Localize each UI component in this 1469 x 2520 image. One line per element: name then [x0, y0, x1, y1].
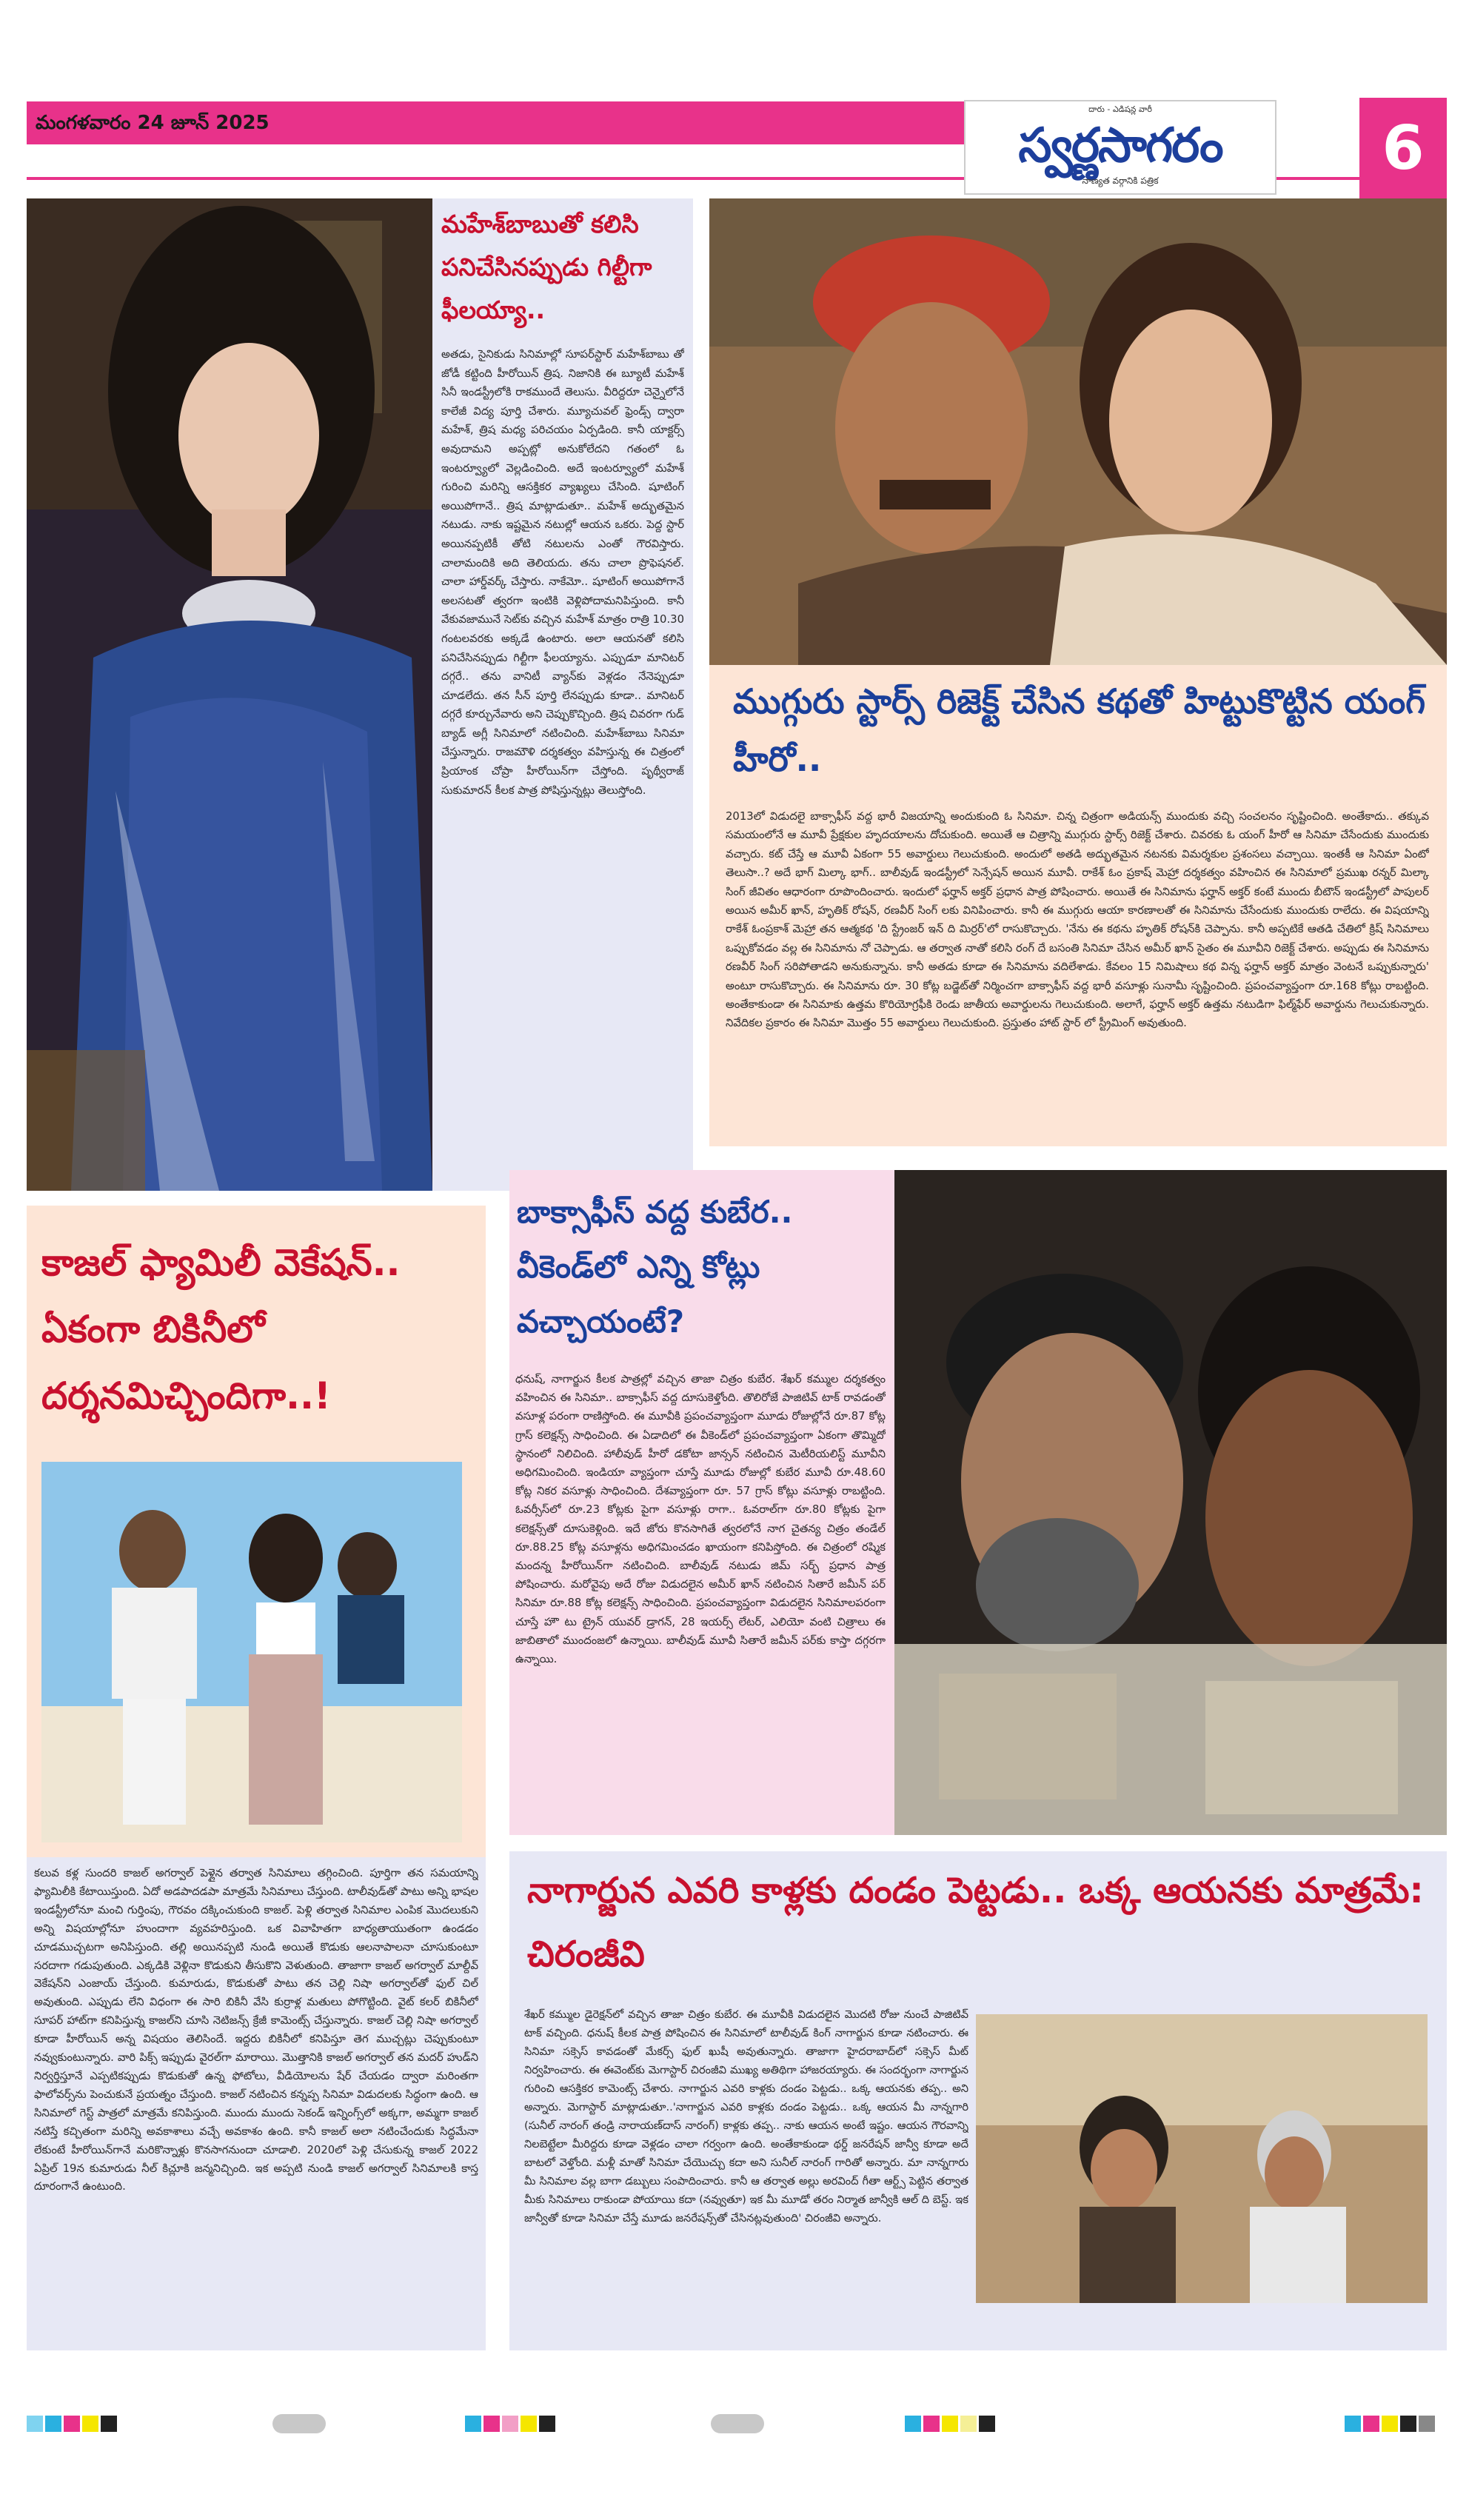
kubera-headline: బాక్సాఫీస్ వద్ద కుబేర.. వీకెండ్‌లో ఎన్ని కోట్లు వచ్చాయంటే? [517, 1194, 793, 1340]
trisha-headline: మహేశ్‌బాబుతో కలిసి పనిచేసినప్పుడు గిల్టీగా ఫీలయ్యా.. [441, 210, 652, 324]
date-banner-lower-strip [27, 144, 964, 180]
masthead-tagline: నాణ్యత వర్గానికి పత్రిక [1082, 176, 1159, 186]
chiranjeevi-photo [976, 2014, 1428, 2303]
masthead-title: స్వర్ణసాగరం [1018, 118, 1222, 173]
register-pill-center [711, 2414, 764, 2433]
chiranjeevi-body: శేఖర్ కమ్ముల డైరెక్షన్‌లో వచ్చిన తాజా చిత్రం కుబేర. ఈ మూవీకి విడుదలైన మొదటి రోజు నుంచే పాజిటివ్ టాక్ వచ్చింది. ధనుష్ కీలక పాత్ర పోషించిన ఈ సినిమాలో టాలీవుడ్ కింగ్ నాగార్జున కూడా నటించారు. ఈ సినిమా సక్సెస్ కావడంతో మేకర్స్ ఫుల్ ఖుషీ అవుతున్నారు. తాజాగా హైదరాబాద్‌లో సక్సెస్ మీట్ నిర్వహించారు. ఈ ఈవెంట్‌కు మెగాస్టార్ చిరంజీవి ముఖ్య అతిథిగా హాజరయ్యారు. ఈ సందర్భంగా నాగార్జున గురించి ఆసక్తికర కామెంట్స్ చేశారు. నాగార్జున ఎవరి కాళ్లకు దండం పెట్టడు.. ఒక్క ఆయనకు తప్ప.. అని అన్నారు. మెగాస్టార్ మాట్లాడుతూ..'నాగార్జున ఎవరి కాళ్లకు దండం పెట్టడు.. ఒక్క ఆయన మీ నాన్నగారి (సునీల్ నారంగ్ తండ్రి నారాయణ్‌దాస్ నారంగ్) కాళ్లకు తప్ప.. నాకు ఆయన అంటే ఇష్టం. ఆయన గౌరవాన్ని నిలబెట్టేలా మీరిద్దరు కూడా వెళ్లడం చాలా గర్వంగా ఉంది. అంతేకాకుండా థర్డ్ జనరేషన్ జాన్వీ కూడా అదే బాటలో వెళ్తోంది. మళ్లీ మాతో సినిమా చేయొచ్చు కదా అని సునీల్ నారంగ్ గారితో అన్నారు. మా నాన్నగారు మీ సినిమాల వల్ల బాగా డబ్బులు సంపాదించారు. కానీ ఆ తర్వాత అల్లు అరవింద్ గీతా ఆర్ట్స్ పెట్టిన తర్వాత మీకు సినిమాలు రాకుండా పోయాయి కదా (నవ్వుతూ) ఇక మీ మూడో తరం నిర్మాత జాన్వీకి ఆల్ ది బెస్ట్. ఇక జాన్వీతో కూడా సినిమా చేస్తే మూడు జనరేషన్స్‌తో చేసినట్లవుతుంది' చిరంజీవి అన్నారు. [524, 2008, 968, 2225]
young-hero-headline: ముగ్గురు స్టార్స్ రిజెక్ట్ చేసిన కథతో హిట్టుకొట్టిన యంగ్ హీరో.. [733, 681, 1426, 779]
trisha-body: అతడు, సైనికుడు సినిమాల్లో సూపర్‌స్టార్ మహేశ్‌బాబు తో జోడీ కట్టింది హీరోయిన్ త్రిష. నిజానికి ఈ బ్యూటీ మహేశ్ సినీ ఇండస్ట్రీలోకి రాకముందే తెలుసు. వీరిద్దరూ చెన్నైలోనే కాలేజీ విద్య పూర్తి చేశారు. మ్యూచువల్ ఫ్రెండ్స్ ద్వారా మహేశ్, త్రిష మధ్య పరిచయం ఏర్పడింది. కానీ యాక్టర్స్ అవుదామని అప్పట్లో అనుకోలేదని గతంలో ఓ ఇంటర్వ్యూలో వెల్లడించింది. అదే ఇంటర్వ్యూలో మహేశ్ గురించి మరిన్ని ఆసక్తికర వ్యాఖ్యలు చేసింది. షూటింగ్ అయిపోగానే.. త్రిష మాట్లాడుతూ.. మహేశ్ అద్భుతమైన నటుడు. నాకు ఇష్టమైన నటుల్లో ఆయన ఒకరు. పెద్ద స్టార్ అయినప్పటికీ తోటి నటులను ఎంతో గౌరవిస్తారు. చాలామందికి అది తెలియదు. తను చాలా ప్రొఫెషనల్. చాలా హార్డ్‌వర్క్ చేస్తారు. నాకేమో.. షూటింగ్ అయిపోగానే అలసటతో త్వరగా ఇంటికి వెళ్లిపోదామనిపిస్తుంది. కానీ వేకువజామునే సెట్‌కు వచ్చిన మహేశ్ మాత్రం రాత్రి 10.30 గంటలవరకు అక్కడే ఉంటారు. అలా ఆయనతో కలిసి పనిచేసినప్పుడు గిల్టీగా ఫీలయ్యాను. ఎప్పుడూ మానిటర్ దగ్గరే.. తను వానిటీ వ్యాన్‌కు వెళ్లడం నేనెప్పుడూ చూడలేదు. తన సీన్ పూర్తి లేనప్పుడు కూడా.. మానిటర్ దగ్గరే కూర్చునేవారు అని చెప్పుకొచ్చింది. త్రిష చివరగా గుడ్ బ్యాడ్ అగ్లీ సినిమాలో నటించింది. మహేశ్‌బాబు సినిమా చేస్తున్నారు. రాజమౌళి దర్శకత్వం వహిస్తున్న ఈ చిత్రంలో ప్రియాంక చోప్రా హీరోయిన్‌గా చేస్తోంది. పృథ్వీరాజ్ సుకుమారన్ కీలక పాత్ర పోషిస్తున్నట్లు తెలుస్తోంది. [441, 348, 684, 797]
color-registration-bar-left [27, 2416, 117, 2432]
chiranjeevi-headline: నాగార్జున ఎవరి కాళ్లకు దండం పెట్టడు.. ఒక్క ఆయనకు మాత్రమే: చిరంజీవి [527, 1870, 1424, 1975]
kubera-body: ధనుష్, నాగార్జున కీలక పాత్రల్లో వచ్చిన తాజా చిత్రం కుబేర. శేఖర్ కమ్ముల దర్శకత్వం వహించిన ఈ సినిమా.. బాక్సాఫీస్ వద్ద దూసుకెళ్తోంది. తొలిరోజే పాజిటివ్ టాక్ రావడంతో వసూళ్ల పరంగా రాణిస్తోంది. ఈ మూవీకి ప్రపంచవ్యాప్తంగా మూడు రోజుల్లోనే రూ.87 కోట్ల గ్రాస్ కలెక్షన్స్ సాధించింది. ఈ ఏడాదిలో ఈ వీకెండ్‌లో ప్రపంచవ్యాప్తంగా ఏకంగా తొమ్మిదో స్థానంలో నిలిచింది. హాలీవుడ్ హీరో డకోటా జాన్సన్ నటించిన మెటీరియలిస్ట్ మూవీని అధిగమించింది. ఇండియా వ్యాప్తంగా చూస్తే మూడు రోజుల్లో కుబేర మూవీ రూ.48.60 కోట్ల నికర వసూళ్లు సాధించింది. దేశవ్యాప్తంగా రూ. 57 గ్రాస్ కోట్లు వసూళ్లు రాబట్టింది. ఓవర్సీస్‌లో రూ.23 కోట్లకు పైగా వసూళ్లు రాగా.. ఓవరాల్‌గా రూ.80 కోట్లకు పైగా కలెక్షన్స్‌తో దూసుకెళ్లింది. ఇదే జోరు కొనసాగితే త్వరలోనే నాగ చైతన్య చిత్రం తండేల్ రూ.88.25 కోట్ల వసూళ్లను అధిగమించడం ఖాయంగా కనిపిస్తోంది. ఈ చిత్రంలో రష్మిక మందన్న హీరోయిన్‌గా నటించింది. బాలీవుడ్ నటుడు జిమ్ సర్బ్ ప్రధాన పాత్ర పోషించారు. మరోవైపు అదే రోజు విడుదలైన అమీర్ ఖాన్ నటించిన సితారే జమీన్ పర్ సినిమా రూ.88 కోట్ల కలెక్షన్స్ సాధించింది. ప్రపంచవ్యాప్తంగా విడుదలైన సినిమాలపరంగా చూస్తే హౌ టు ట్రైన్ యువర్ డ్రాగన్, 28 ఇయర్స్ లేటర్, ఎలియో వంటి చిత్రాలు ఈ జాబితాలో ముందంజలో ఉన్నాయి. బాలీవుడ్ మూవీ సితారే జమీన్ పర్‌కు కాస్తా దగ్గరగా ఉన్నాయి. [515, 1373, 886, 1666]
kajal-headline: కాజల్ ఫ్యామిలీ వెకేషన్.. ఏకంగా బికినీలో దర్శనమిచ్చిందిగా..! [41, 1241, 401, 1417]
date-banner [27, 101, 964, 144]
young-hero-body: 2013లో విడుదలై బాక్సాఫీస్ వద్ద భారీ విజయాన్ని అందుకుంది ఓ సినిమా. చిన్న చిత్రంగా అడియన్స్ ముందుకు వచ్చి సంచలనం సృష్టించింది. అంతేకాదు.. తక్కువ సమయంలోనే ఆ మూవీ ప్రేక్షకుల హృదయాలను దోచుకుంది. అయితే ఆ చిత్రాన్ని ముగ్గురు స్టార్స్ రిజెక్ట్ చేశారు. చివరకు ఓ యంగ్ హీరో ఆ సినిమా చేసేందుకు ముందుకు వచ్చారు. కట్ చేస్తే ఆ మూవీ ఏకంగా 55 అవార్డులు గెలుచుకుంది. అందులో అతడి అద్భుతమైన నటనకు విమర్శకుల ప్రశంసలు వచ్చాయి. ఇంతకీ ఆ సినిమా ఏంటో తెలుసా..? అదే భాగ్ మిల్కా భాగ్.. బాలీవుడ్ ఇండస్ట్రీలో సెన్సేషన్ అయిన మూవీ. రాకేశ్ ఓం ప్రకాష్ మెహ్రా దర్శకత్వం వహించిన ఈ సినిమాలో ప్రముఖ రన్నర్ మిల్కా సింగ్ జీవితం ఆధారంగా రూపొందించారు. ఇందులో ఫర్హాన్ అక్తర్ ప్రధాన పాత్ర పోషించారు. అయితే ఈ సినిమాను ఫర్హాన్ అక్తర్ కంటే ముందు బీటౌన్ ఇండస్ట్రీలో పాపులర్ అయిన అమీర్ ఖాన్, హృతిక్ రోషన్, రణవీర్ సింగ్ లకు వినిపించారు. కానీ ఈ ముగ్గురు ఆయా కారణాలతో ఈ సినిమాను చేసేందుకు ముందుకు రాలేదు. ఈ విషయాన్ని రాకేశ్ ఓంప్రకాశ్ మెహ్రా తన ఆత్మకథ 'ది స్ట్రేంజర్ ఇన్ ది మిర్రర్'లో రాసుకొచ్చారు. 'నేను ఈ కథను హృతిక్ రోషన్‌కి చెప్పాను. కానీ అప్పటికే ఆతడి చేతిలో క్రిష్ సినిమాలు ఒప్పుకోవడం వల్ల ఈ సినిమాను నో చెప్పాడు. ఆ తర్వాత నాతో కలిసి రంగ్ దే బసంతి సినిమా చేసిన అమీర్ ఖాన్ సైతం ఈ మూవీని రిజెక్ట్ చేశారు. అప్పుడు ఈ సినిమాను రణవీర్ సింగ్ సరిపోతాడని అనుకున్నాను. కానీ అతడు కూడా ఈ సినిమాను వదిలేశాడు. కేవలం 15 నిమిషాలు కథ విన్న ఫర్హాన్ అక్తర్ మాత్రం వెంటనే ఒప్పుకున్నారు' అంటూ రాసుకొచ్చారు. ఈ సినిమాను రూ. 30 కోట్ల బడ్జెట్‌తో నిర్మించగా బాక్సాఫీస్ వద్ద భారీ వసూళ్లు సునామీ సృష్టించింది. ప్రపంచవ్యాప్తంగా రూ.168 కోట్లు రాబట్టింది. అంతేకాకుండా ఈ సినిమాకు ఉత్తమ కొరియోగ్రఫీకి రెండు జాతీయ అవార్డులను గెలుచుకుంది. అలాగే, ఫర్హాన్ అక్తర్ ఉత్తమ నటుడిగా ఫిల్మ్‌ఫేర్ అవార్డును గెలుచుకున్నారు. నివేదికల ప్రకారం ఈ సినిమా మొత్తం 55 అవార్డులు గెలుచుకుంది. ప్రస్తుతం హాట్ స్టార్ లో స్ట్రీమింగ్ అవుతుంది. [726, 810, 1429, 1030]
trisha-photo [27, 198, 432, 1191]
masthead-overline: దారు - ఎడిషన్ల వారీ [1088, 104, 1152, 114]
bhaag-milkha-photo [709, 198, 1447, 665]
color-registration-bar-right [905, 2416, 995, 2432]
kajal-photo [41, 1462, 462, 1842]
masthead-right-strip [1276, 101, 1359, 180]
page-number: 6 [1359, 98, 1447, 200]
color-registration-bar-center [465, 2416, 555, 2432]
kubera-photo [894, 1170, 1447, 1835]
register-pill-left [272, 2414, 326, 2433]
masthead [964, 100, 1276, 195]
color-registration-bar-far-right [1345, 2416, 1435, 2432]
kajal-body: కలువ కళ్ల సుందరి కాజల్ అగర్వాల్ పెళ్లైన తర్వాత సినిమాలు తగ్గించింది. పూర్తిగా తన సమయాన్ని ఫ్యామిలీకి కేటాయిస్తుంది. ఏదో అడపాదడపా మాత్రమే సినిమాలు చేస్తుంది. టాలీవుడ్‌తో పాటు అన్ని భాషల ఇండస్ట్రీలోనూ మంచి గుర్తింపు, గౌరవం దక్కించుకుంది కాజల్. పెళ్లి తర్వాత సినిమాల ఎంపిక మొదలుకుని అన్ని విషయాల్లోనూ హుందాగా వ్యవహరిస్తుంది. ఒక వివాహితగా బాధ్యతాయుతంగా ఉండడం చూడముచ్చటగా అనిపిస్తుంది. తల్లి అయినప్పటి నుండి అయితే కొడుకు ఆలనాపాలనా చూసుకుంటూ సరదాగా గడుపుతుంది. ఎక్కడికి వెళ్లినా కొడుకుని తీసుకొని వెళుతుంది. తాజాగా కాజల్ అగర్వాల్ మాల్దీవ్ వెకేషన్‌ని ఎంజాయ్ చేస్తుంది. కుమారుడు, కొడుకుతో పాటు తన చెల్లి నిషా అగర్వాల్‌తో ఫుల్ చిల్ అవుతుంది. ఎప్పుడు లేని విధంగా ఈ సారి బికినీ వేసి కుర్రాళ్ల మతులు పోగొట్టింది. వైట్ కలర్ బికినీలో సూపర్ హాట్‌గా కనిపిస్తున్న కాజల్‌ని చూసి నెటిజన్స్ క్రేజీ కామెంట్స్ చేస్తున్నారు. కాజల్ చెల్లి నిషా అగర్వాల్ కూడా హీరోయిన్ అన్న విషయం తెలిసిందే. ఇద్దరు బికినీలో కనిపిస్తూ తెగ ముచ్చట్లు చెప్పుకుంటూ నవ్వుకుంటున్నారు. వారి పిక్స్ ఇప్పుడు వైరల్‌గా మారాయి. మొత్తానికి కాజల్ అగర్వాల్ తన మదర్ హుడ్‌ని నిర్వర్తిస్తూనే ఎప్పటికప్పుడు కొడుకుతో ఉన్న ఫోటోలు, వీడియోలను షేర్ చేయడం ద్వారా మరింతగా ఫాలోవర్స్‌ను పెంచుకునే ప్రయత్నం చేస్తుంది. కాజల్ నటించిన కన్నప్ప సినిమా విడుదలకు సిద్ధంగా ఉంది. ఆ సినిమాలో గెస్ట్ పాత్రలో మాత్రమే కనిపిస్తుంది. ముందు ముందు సెకండ్ ఇన్నింగ్స్‌లో అక్కగా, అమ్మగా కాజల్ నటిస్తే కచ్చితంగా మరిన్ని అవకాశాలు వచ్చే అవకాశం ఉంది. కానీ కాజల్ అలా నటించేందుకు సిద్ధమేనా లేకుంటే హీరోయిన్‌గానే మరికొన్నాళ్లు కొనసాగనుందా చూడాలి. 2020లో పెళ్లి చేసుకున్న కాజల్ 2022 ఏప్రిల్ 19న కుమారుడు నీల్ కిచ్లూకి జన్మనిచ్చింది. ఇక అప్పటి నుండి కాజల్ అగర్వాల్ సినిమాలకి కాస్త దూరంగానే ఉంటుంది. [34, 1867, 478, 2193]
issue-date: మంగళవారం 24 జూన్ 2025 [36, 112, 270, 134]
